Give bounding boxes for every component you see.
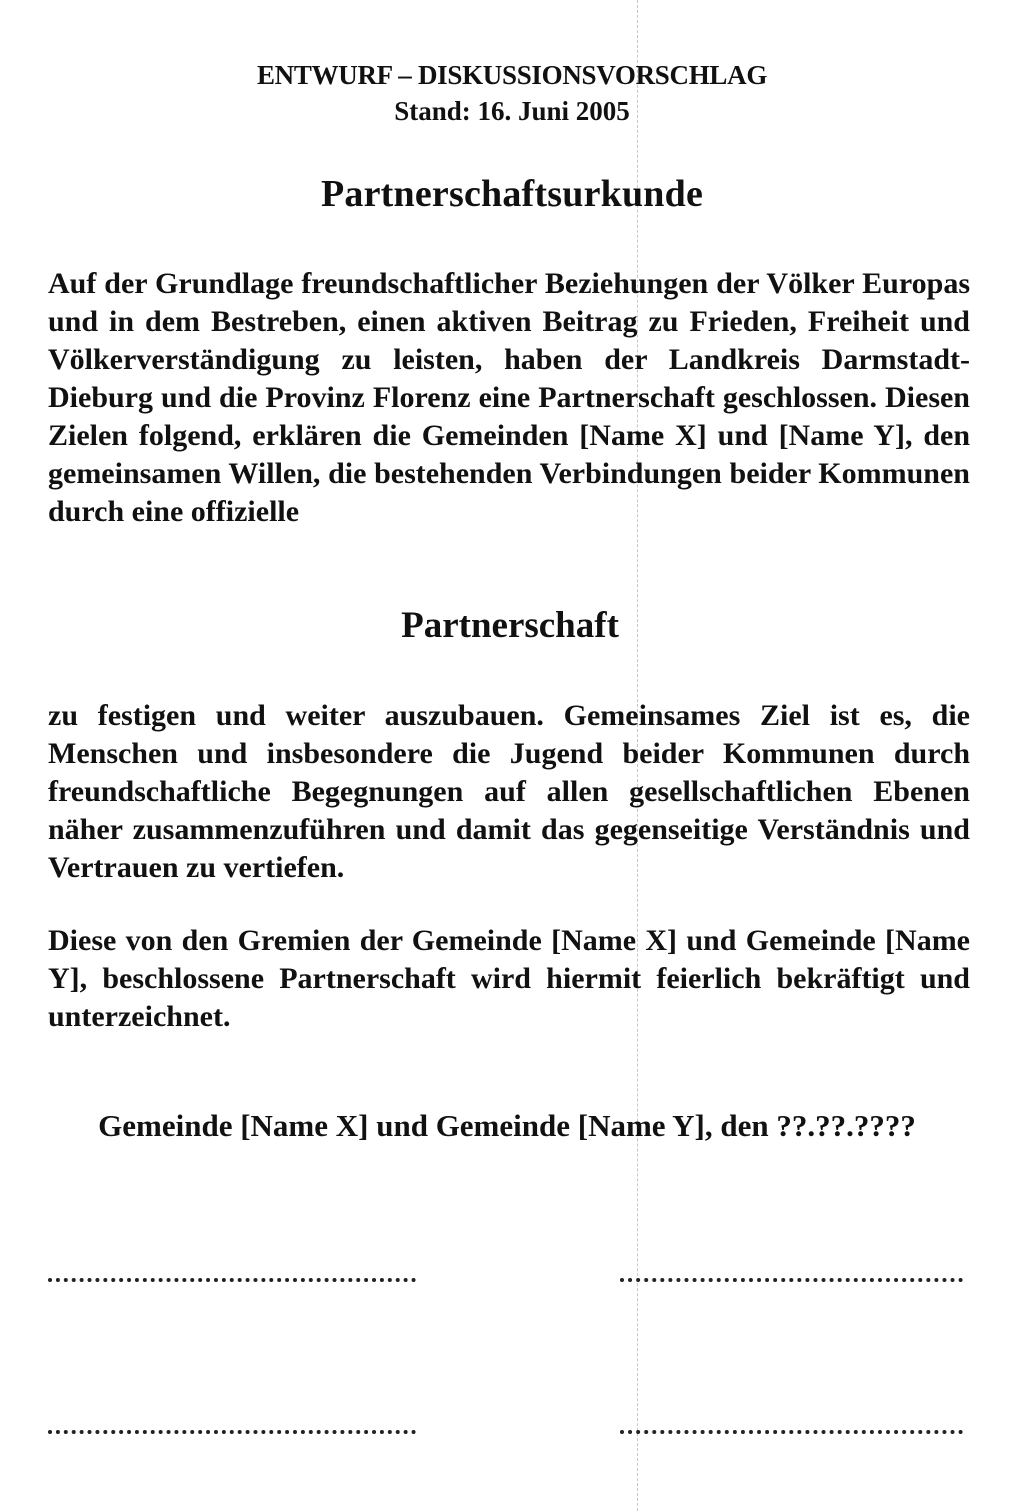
partnership-heading: Partnerschaft [401, 605, 619, 646]
signature-line-left-top [48, 1278, 416, 1282]
document-title: Partnerschaftsurkunde [320, 173, 704, 215]
goals-paragraph: zu festigen und weiter auszubauen. Gemeinsames Ziel ist es, die Menschen und insbesondere die Jugend beider Kommunen durch freundschaftliche Begegnungen auf allen gesellschaftlichen Ebenen näher zusammenzuführen und damit das gegenseitige Verständnis und Vertrauen zu vertiefen. [48, 699, 970, 884]
signature-line-right-top [620, 1278, 963, 1282]
signature-line-left-bottom [48, 1430, 416, 1434]
place-date-line: Gemeinde [Name X] und Gemeinde [Name Y], den ??.??.???? [98, 1108, 916, 1143]
intro-paragraph: Auf der Grundlage freundschaftlicher Beziehungen der Völker Europas und in dem Bestreben, einen aktiven Beitrag zu Frieden, Freiheit und Völkerverständigung zu leisten, haben der Landkreis Darmstadt-Dieburg und die Provinz Florenz eine Partnerschaft geschlossen. Diesen Zielen folgend, erklären die Gemeinden [Name X] und [Name Y], den gemeinsamen Willen, die bestehenden Verbindungen beider Kommunen durch eine offizielle [48, 267, 970, 528]
draft-label: ENTWURF – DISKUSSIONSVORSCHLAG [256, 60, 768, 90]
status-date: Stand: 16. Juni 2005 [394, 96, 630, 126]
signature-line-right-bottom [620, 1430, 963, 1434]
confirmation-paragraph: Diese von den Gremien der Gemeinde [Name X] und Gemeinde [Name Y], beschlossene Partnerschaft wird hiermit feierlich bekräftigt und unterzeichnet. [48, 924, 970, 1033]
